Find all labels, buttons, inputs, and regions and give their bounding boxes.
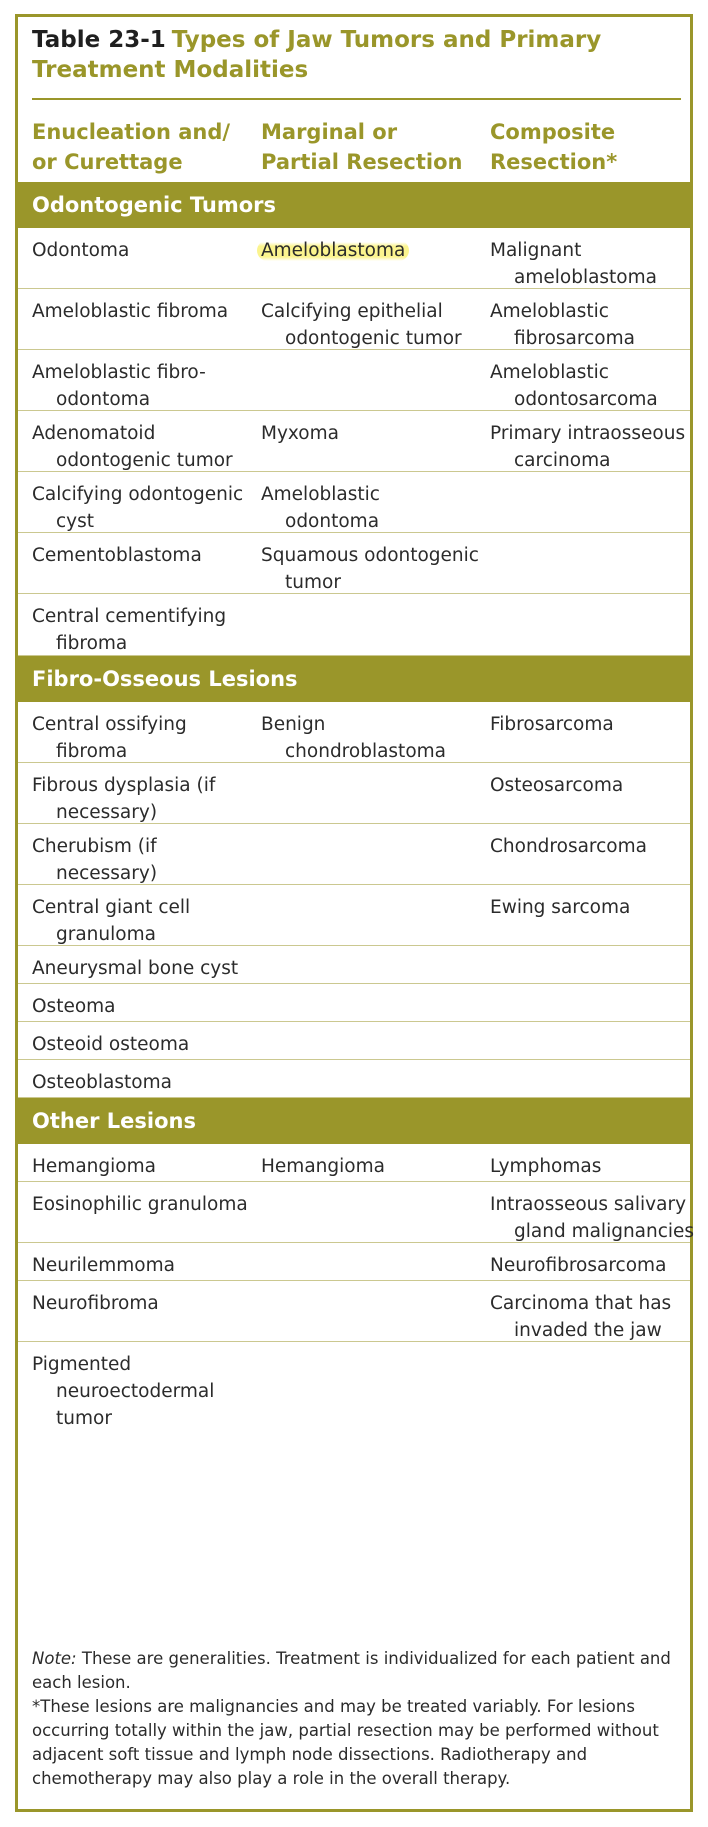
note: [32, 1647, 682, 1695]
cell-text: Central giant cell granuloma: [32, 897, 191, 945]
table-cell: [490, 772, 708, 799]
cell-text: Intraosseous salivary gland malignancies: [490, 1194, 695, 1242]
table-row: [18, 1342, 690, 1429]
table-cell: [490, 298, 708, 352]
table-cell: [32, 772, 250, 826]
table-row: [18, 702, 690, 763]
table-cell: [490, 711, 708, 738]
cell-text: Fibrosarcoma: [490, 714, 614, 735]
note-text: These are generalities. Treatment is individualized for each patient and each lesion.: [32, 1649, 671, 1692]
table-cell: [32, 1252, 250, 1279]
table-notes: [32, 1647, 682, 1791]
table-cell: [261, 711, 479, 765]
note-label: Note:: [32, 1649, 77, 1668]
cell-text: Carcinoma that has invaded the jaw: [490, 1293, 672, 1341]
table-cell: [32, 955, 250, 982]
title-divider: [32, 98, 681, 100]
cell-text: Ameloblastic fibrosarcoma: [490, 301, 635, 349]
cell-text: Ameloblastic fibro-odontoma: [32, 362, 206, 410]
table-row: [18, 885, 690, 946]
cell-text: Ameloblastic odontosarcoma: [490, 362, 658, 410]
table-frame: [15, 14, 693, 1812]
table-cell: [261, 420, 479, 447]
table-cell: [32, 1290, 250, 1317]
cell-text: Fibrous dysplasia (if necessary): [32, 775, 216, 823]
column-header-marginal-resection: Marginal or Partial Resection: [261, 120, 463, 174]
cell-text: Osteoma: [32, 996, 116, 1017]
cell-text: Odontoma: [32, 240, 130, 261]
table-title: [32, 25, 632, 85]
cell-text: Lymphomas: [490, 1156, 602, 1177]
table-row: [18, 763, 690, 824]
table-cell: [32, 603, 250, 657]
cell-text: Calcifying epithelial odontogenic tumor: [261, 301, 462, 349]
table-cell: [490, 1191, 708, 1245]
table-cell: [490, 1252, 708, 1279]
cell-text: Calcifying odontogenic cyst: [32, 484, 244, 532]
table-body: [18, 182, 695, 1429]
table-cell: [490, 833, 708, 860]
cell-text: Osteoid osteoma: [32, 1034, 190, 1055]
table-cell: [32, 420, 250, 474]
cell-text: Neurofibroma: [32, 1293, 159, 1314]
table-row: [18, 984, 690, 1022]
table-row: [18, 228, 690, 289]
table-number: Table 23-1: [32, 27, 166, 53]
cell-text: Cementoblastoma: [32, 545, 202, 566]
table-row: [18, 1281, 690, 1342]
table-row: [18, 1243, 690, 1281]
table-cell: [32, 833, 250, 887]
table-cell: [32, 993, 250, 1020]
cell-text: Osteoblastoma: [32, 1072, 172, 1093]
table-cell: [490, 1153, 708, 1180]
cell-text: Benign chondroblastoma: [261, 714, 446, 762]
table-row: [18, 350, 690, 411]
table-row: [18, 824, 690, 885]
title-block: [18, 17, 690, 101]
table-row: [18, 1182, 695, 1243]
table-cell: [261, 481, 479, 535]
table-cell: [261, 298, 479, 352]
table-row: [18, 533, 690, 594]
table-row: [18, 1022, 690, 1060]
column-header-composite-resection: Composite Resection*: [490, 120, 618, 174]
table-cell: [490, 1290, 708, 1344]
cell-text: Osteosarcoma: [490, 775, 624, 796]
cell-text: Malignant ameloblastoma: [490, 240, 657, 288]
table-cell: [32, 1191, 250, 1218]
table-cell: [32, 894, 250, 948]
table-row: [18, 1060, 690, 1098]
cell-text: Central ossifying fibroma: [32, 714, 187, 762]
table-title-text: Types of Jaw Tumors and Primary Treatment Modalities: [32, 27, 602, 83]
table-cell: [490, 420, 708, 474]
table-cell: [32, 1069, 250, 1096]
footnote: *These lesions are malignancies and may be treated variably. For lesions occurring totally within the jaw, partial resection may be performed without adjacent soft tissue and lymph node dissections. Radiotherapy and chemotherapy may also play a role in the overall therapy.: [32, 1697, 659, 1788]
section-header-odontogenic-tumors: Odontogenic Tumors: [18, 182, 690, 228]
cell-text: Hemangioma: [261, 1156, 385, 1177]
table-cell: [32, 481, 250, 535]
column-header-enucleation: Enucleation and/ or Curettage: [32, 120, 231, 174]
table-cell: [32, 359, 250, 413]
cell-text: Hemangioma: [32, 1156, 156, 1177]
cell-text: Squamous odontogenic tumor: [261, 545, 479, 593]
cell-text: Primary intraosseous carcinoma: [490, 423, 686, 471]
table-cell: [490, 359, 708, 413]
cell-text: Myxoma: [261, 423, 339, 444]
table-row: [18, 289, 690, 350]
cell-text: Chondrosarcoma: [490, 836, 647, 857]
table-cell: [490, 894, 708, 921]
table-cell: [32, 1351, 250, 1432]
cell-text: Ameloblastic odontoma: [261, 484, 380, 532]
cell-text: Aneurysmal bone cyst: [32, 958, 239, 979]
section-header-fibro-osseous-lesions: Fibro-Osseous Lesions: [18, 656, 690, 702]
table-row: [18, 594, 690, 656]
cell-text: Ameloblastic fibroma: [32, 301, 229, 322]
table-row: [18, 472, 690, 533]
cell-text: Central cementifying fibroma: [32, 606, 227, 654]
cell-text: Eosinophilic granuloma: [32, 1194, 248, 1215]
cell-text: Adenomatoid odontogenic tumor: [32, 423, 233, 471]
table-cell: [490, 237, 708, 291]
table-row: [18, 1144, 690, 1182]
table-cell: [261, 542, 479, 596]
cell-text: Cherubism (if necessary): [32, 836, 158, 884]
table-cell: [32, 1153, 250, 1180]
table-cell: [261, 237, 479, 264]
table-cell: [32, 1031, 250, 1058]
cell-text: Ewing sarcoma: [490, 897, 631, 918]
cell-text: Pigmented neuroectodermal tumor: [32, 1354, 215, 1429]
table-cell: [32, 542, 250, 569]
cell-text: Neurilemmoma: [32, 1255, 175, 1276]
table-cell: [32, 237, 250, 264]
table-cell: [32, 298, 250, 325]
highlighted-cell-text: Ameloblastoma: [257, 240, 409, 261]
table-cell: [32, 711, 250, 765]
cell-text: Neurofibrosarcoma: [490, 1255, 667, 1276]
table-cell: [261, 1153, 479, 1180]
section-header-other-lesions: Other Lesions: [18, 1098, 690, 1144]
table-row: [18, 946, 690, 984]
table-row: [18, 411, 690, 472]
